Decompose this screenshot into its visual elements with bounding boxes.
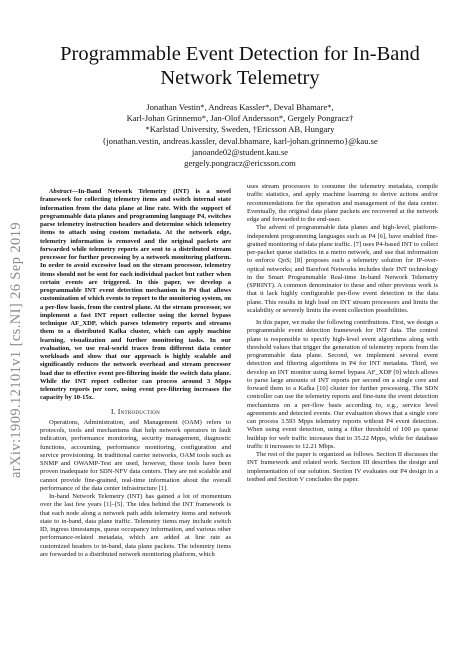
abstract-text: —In-Band Network Telemetry (INT) is a novel framework for collecting telemetry items and switch internal state information from the data plane at line rate. With the support of programmable data planes and programming language P4, switches parse telemetry instruction headers and determine which telemetry items to attach using custom metadata. At the network edge, telemetry information is removed and the original packets are forwarded while telemetry reports are sent to a distributed stream processor for further processing by a network monitoring platform. In order to avoid excessive load on the stream processor, telemetry items should not be sent for each individual packet but rather when certain events are triggered. In this paper, we develop a programmable INT event detection mechanism in P4 that allows customization of which events to report to the monitoring system, on a per-flow basis, from the control plane. At the stream processor, we implement a fast INT report collector using the kernel bypass technique AF_XDP, which parses telemetry reports and streams them to a distributed Kafka cluster, which can apply machine learning, visualization and further monitoring tasks. In our evaluation, we use real-world traces from different data center workloads and show that our approach is highly scalable and significantly reduces the network overhead and stream processor load due to effective event pre-filtering inside the switch data plane. While the INT report collector can process around 3 Mpps telemetry reports per core, using event pre-filtering increases the capacity by 10-15x. — [40, 188, 231, 402]
paper-title — [40, 42, 440, 90]
title-line-2: Network Telemetry — [160, 67, 320, 89]
arxiv-identifier: arXiv:1909.12101v1 [cs.NI] 26 Sep 2019 — [7, 221, 24, 479]
left-column — [40, 188, 231, 559]
arxiv-watermark — [6, 170, 26, 530]
affiliation-line: *Karlstad University, Sweden, †Ericsson AB, Hungary — [145, 124, 335, 135]
email-line-3: gergely.pongracz@ericsson.com — [184, 158, 296, 169]
email-line-1: {jonathan.vestin, andreas.kassler, deval.bhamare, karl-johan.grinnemo}@kau.se — [102, 135, 378, 146]
abstract-label: Abstract — [49, 188, 72, 195]
abstract — [40, 188, 231, 403]
intro-paragraph-3: uses stream processors to consume the telemetry metadata, compile traffic statistics, and apply machine learning to derive actions and/or recommendations for the operation and management of the data center. Eventually, the original data plane packets are recovered at the network edge and forwarded to the end-user. — [247, 183, 438, 223]
intro-paragraph-5: In this paper, we make the following contributions. First, we design a programmable event detection framework for INT data. The control plane is responsible to specify high-level event algorithms along with threshold values that trigger the generation of telemetry reports from the programmable data plane. Second, we implement several event detection and filtering algorithms in P4 for INT metadata. Third, we develop an INT monitor using kernel bypass AF_XDP [9] which allows to parse large amounts of INT reports per second on a single core and forward them to a Kafka [10] cluster for further processing. The SDN controller can use the telemetry reports and fine-tune the event detection mechanisms on a per-flow basis according to, e.g., service level agreements and detected events. Our evaluation shows that a single core can process 3.593 Mpps telemetry reports without P4 event detection. When using event detection, using a filter threshold of 100 μs queue buildup for web traffic increases that to 35.22 Mpps, while for database traffic it increases to 12.21 Mbps. — [247, 319, 438, 450]
author-line-2: Karl-Johan Grinnemo*, Jan-Olof Andersson*, Gergely Pongracz† — [126, 113, 354, 124]
author-block — [40, 102, 440, 169]
author-line-1: Jonathan Vestin*, Andreas Kassler*, Deval Bhamare*, — [146, 102, 334, 112]
email-line-2: janoande02@student.kau.se — [191, 146, 289, 157]
intro-paragraph-2: In-band Network Telemetry (INT) has gained a lot of momentum over the last few years [1]–[5]. The idea behind the INT framework is that each node along a network path adds telemetry items and network state to in-band, data plane traffic. Telemetry items may include switch ID, ingress timestamps, queue occupancy information, and various other performance-related metadata, which are added at line rate as customized headers to in-band, data plane packets. The telemetry items are forwarded to a distributed network monitoring platform, which — [40, 493, 231, 558]
intro-paragraph-1: Operations, Administration, and Management (OAM) refers to protocols, tools and mechanisms that help network operators in fault indication, performance monitoring, security management, diagnostic functions, accounting, performance monitoring, configuration and service provisioning. In traditional carrier networks, OAM tools such as SNMP and OWAMP-Test are used, however, these tools have been proven inadequate for SDN-NFV data centers. They are not scalable and cannot provide fine-grained, real-time information about the overall performance of the data center infrastructure [1]. — [40, 418, 231, 492]
paper-header — [40, 42, 440, 169]
title-line-1: Programmable Event Detection for In-Band — [60, 43, 420, 65]
section-1-heading: I. Introduction — [111, 407, 160, 416]
right-column — [247, 183, 438, 484]
intro-paragraph-6: The rest of the paper is organized as follows. Section II discusses the INT framework and related work. Section III describes the design and implementation of our solution. Section IV evaluates our P4 design in a testbed and Section V concludes the paper. — [247, 451, 438, 483]
intro-paragraph-4: The advent of programmable data planes and high-level, platform-independent programming languages such as P4 [6], have enabled fine-grained monitoring of data plane traffic. [7] uses P4-based INT to collect per-packet queue statistics in a metro network, and use that information to enforce QoS; [8] proposes such a telemetry solution for IP-over-optical networks; and Barefoot Networks includes their INT technology in the Smart Programmable Real-time In-band Network Telemetry (SPRINT). A common denominator to these and other previous work is that it lack highly configurable per-flow event detection in the data plane. This results in high load on INT stream processors and limits the scalability or severely limits the event collection possibilities. — [247, 224, 439, 314]
